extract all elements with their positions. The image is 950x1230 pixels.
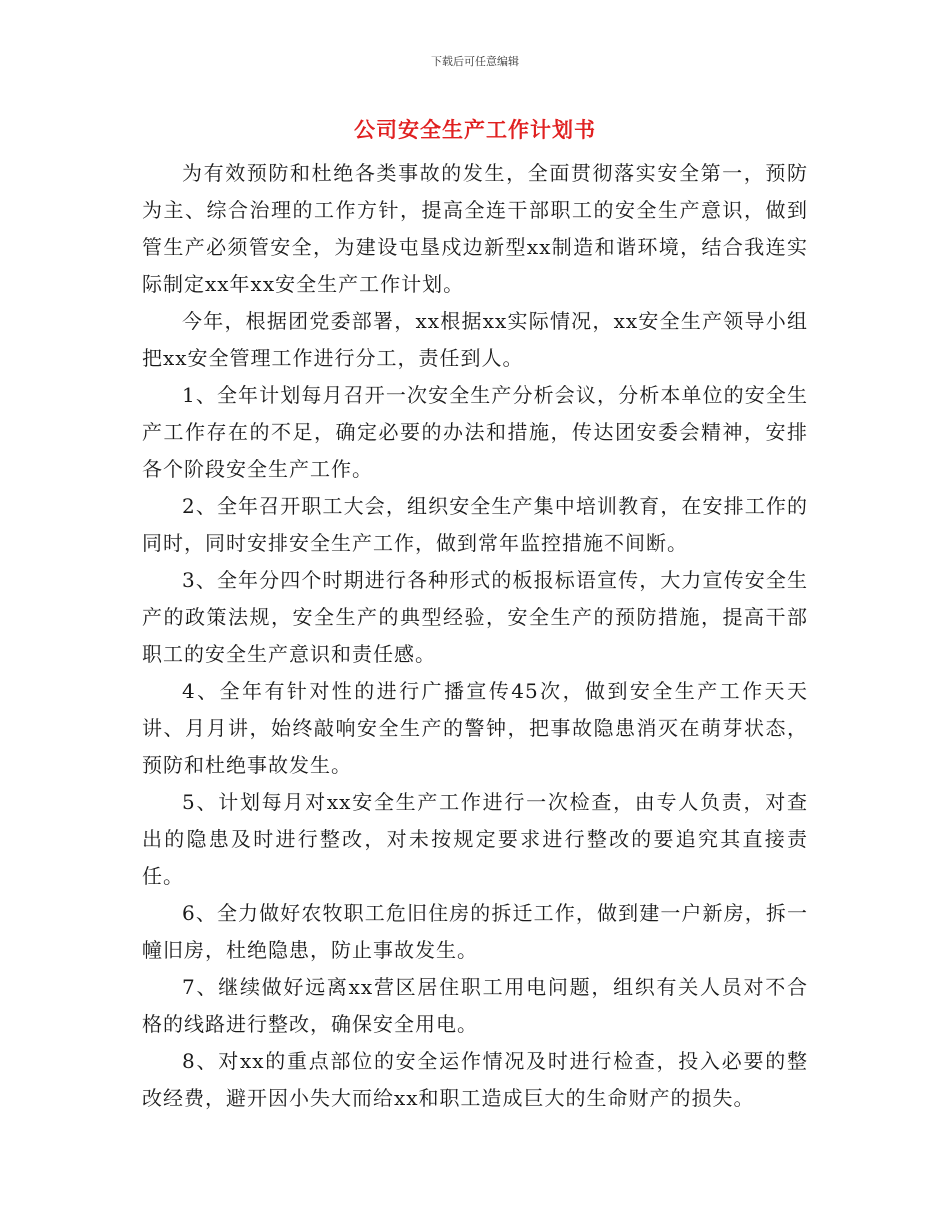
document-title: 公司安全生产工作计划书 xyxy=(354,118,596,142)
paragraph-intro: 为有效预防和杜绝各类事故的发生，全面贯彻落实安全第一，预防为主、综合治理的工作方针，提高全连干部职工的安全生产意识，做到管生产必须管安全，为建设屯垦戍边新型xx制造和谐环境，结合我连实际制定xx年xx安全生产工作计划。 xyxy=(142,161,808,296)
paragraph-item-5: 5、计划每月对xx安全生产工作进行一次检查，由专人负责，对查出的隐患及时进行整改，对未按规定要求进行整改的要追究其直接责任。 xyxy=(142,790,808,888)
paragraph-item-4: 4、全年有针对性的进行广播宣传45次，做到安全生产工作天天讲、月月讲，始终敲响安全生产的警钟，把事故隐患消灭在萌芽状态，预防和杜绝事故发生。 xyxy=(142,679,808,777)
paragraph-item-8: 8、对xx的重点部位的安全运作情况及时进行检查，投入必要的整改经费，避开因小失大而给xx和职工造成巨大的生命财产的损失。 xyxy=(142,1049,808,1110)
paragraph-item-7: 7、继续做好远离xx营区居住职工用电问题，组织有关人员对不合格的线路进行整改，确保安全用电。 xyxy=(142,975,808,1036)
paragraph-item-2: 2、全年召开职工大会，组织安全生产集中培训教育，在安排工作的同时，同时安排安全生产工作，做到常年监控措施不间断。 xyxy=(142,494,808,555)
paragraph-item-6: 6、全力做好农牧职工危旧住房的拆迁工作，做到建一户新房，拆一幢旧房，杜绝隐患，防止事故发生。 xyxy=(142,901,808,962)
paragraph-item-1: 1、全年计划每月召开一次安全生产分析会议，分析本单位的安全生产工作存在的不足，确定必要的办法和措施，传达团安委会精神，安排各个阶段安全生产工作。 xyxy=(142,383,808,481)
paragraph-assignment: 今年，根据团党委部署，xx根据xx实际情况，xx安全生产领导小组把xx安全管理工作进行分工，责任到人。 xyxy=(142,309,808,370)
document-body xyxy=(142,155,808,1117)
paragraph-item-3: 3、全年分四个时期进行各种形式的板报标语宣传，大力宣传安全生产的政策法规，安全生产的典型经验，安全生产的预防措施，提高干部职工的安全生产意识和责任感。 xyxy=(142,568,808,666)
header-note: 下载后可任意编辑 xyxy=(431,55,519,68)
